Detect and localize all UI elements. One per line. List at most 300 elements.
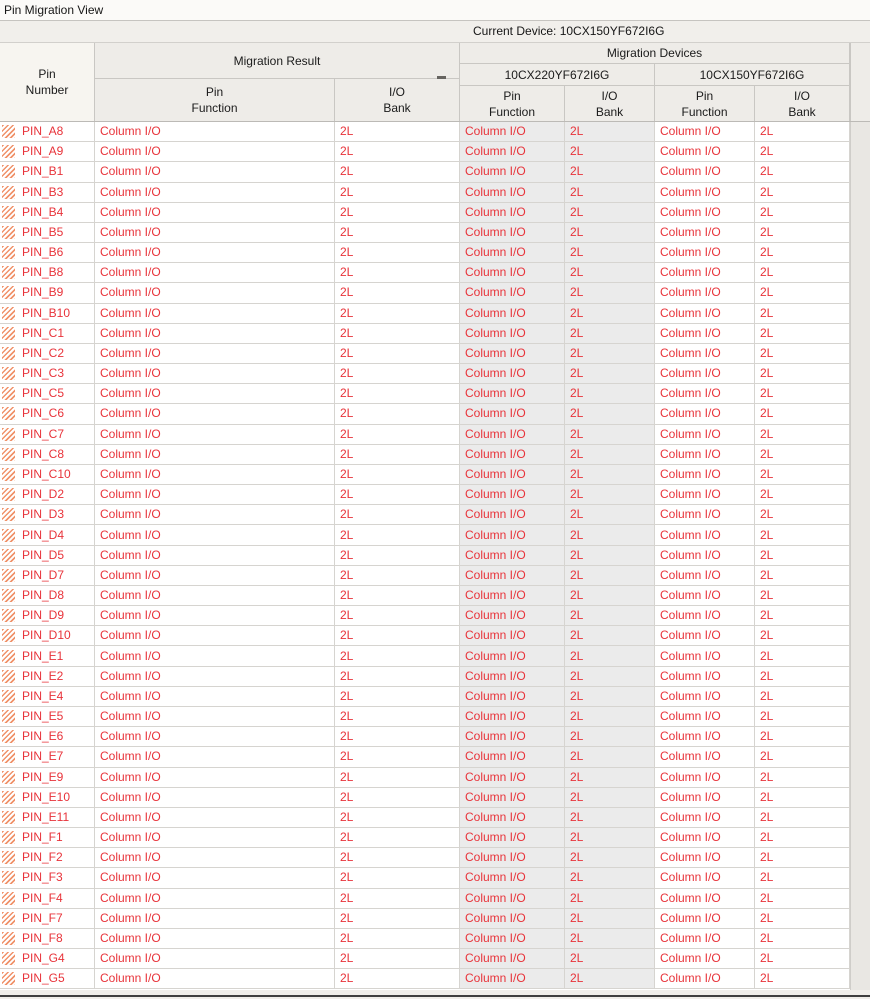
result-io-bank-cell[interactable]: 2L <box>335 465 460 485</box>
device150-pin-function-cell[interactable]: Column I/O <box>655 848 755 868</box>
device220-pin-function-cell[interactable]: Column I/O <box>460 223 565 243</box>
result-io-bank-cell[interactable]: 2L <box>335 626 460 646</box>
result-io-bank-cell[interactable]: 2L <box>335 445 460 465</box>
result-pin-function-cell[interactable]: Column I/O <box>95 626 335 646</box>
device220-io-bank-cell[interactable]: 2L <box>565 364 655 384</box>
result-pin-function-cell[interactable]: Column I/O <box>95 566 335 586</box>
result-pin-function-cell[interactable]: Column I/O <box>95 606 335 626</box>
device150-io-bank-cell[interactable]: 2L <box>755 747 850 767</box>
table-row[interactable] <box>0 162 850 182</box>
pin-number-cell[interactable] <box>0 283 95 303</box>
result-pin-function-cell[interactable]: Column I/O <box>95 828 335 848</box>
device220-io-bank-cell[interactable]: 2L <box>565 747 655 767</box>
header-220-pin-function[interactable]: Pin Function <box>460 86 565 121</box>
pin-number-cell[interactable] <box>0 646 95 666</box>
result-pin-function-cell[interactable]: Column I/O <box>95 243 335 263</box>
device220-pin-function-cell[interactable]: Column I/O <box>460 525 565 545</box>
device220-io-bank-cell[interactable]: 2L <box>565 283 655 303</box>
device220-pin-function-cell[interactable]: Column I/O <box>460 929 565 949</box>
table-row[interactable] <box>0 949 850 969</box>
table-row[interactable] <box>0 324 850 344</box>
device150-pin-function-cell[interactable]: Column I/O <box>655 404 755 424</box>
result-io-bank-cell[interactable]: 2L <box>335 384 460 404</box>
device220-pin-function-cell[interactable]: Column I/O <box>460 889 565 909</box>
device220-io-bank-cell[interactable]: 2L <box>565 969 655 989</box>
pin-number-cell[interactable] <box>0 626 95 646</box>
device220-io-bank-cell[interactable]: 2L <box>565 142 655 162</box>
device220-io-bank-cell[interactable]: 2L <box>565 546 655 566</box>
result-pin-function-cell[interactable]: Column I/O <box>95 324 335 344</box>
header-device-10cx220[interactable]: 10CX220YF672I6G <box>460 64 655 86</box>
device150-io-bank-cell[interactable]: 2L <box>755 243 850 263</box>
header-220-io-bank[interactable]: I/O Bank <box>565 86 655 121</box>
device150-io-bank-cell[interactable]: 2L <box>755 283 850 303</box>
device220-io-bank-cell[interactable]: 2L <box>565 909 655 929</box>
device220-io-bank-cell[interactable]: 2L <box>565 162 655 182</box>
device220-io-bank-cell[interactable]: 2L <box>565 344 655 364</box>
result-pin-function-cell[interactable]: Column I/O <box>95 465 335 485</box>
table-row[interactable] <box>0 283 850 303</box>
table-row[interactable] <box>0 122 850 142</box>
device220-pin-function-cell[interactable]: Column I/O <box>460 404 565 424</box>
result-pin-function-cell[interactable]: Column I/O <box>95 747 335 767</box>
device150-pin-function-cell[interactable]: Column I/O <box>655 889 755 909</box>
table-row[interactable] <box>0 364 850 384</box>
device150-pin-function-cell[interactable]: Column I/O <box>655 445 755 465</box>
device150-io-bank-cell[interactable]: 2L <box>755 586 850 606</box>
result-io-bank-cell[interactable]: 2L <box>335 223 460 243</box>
pin-number-cell[interactable] <box>0 404 95 424</box>
device150-io-bank-cell[interactable]: 2L <box>755 122 850 142</box>
pin-number-cell[interactable] <box>0 243 95 263</box>
device220-io-bank-cell[interactable]: 2L <box>565 324 655 344</box>
result-pin-function-cell[interactable]: Column I/O <box>95 889 335 909</box>
pin-number-cell[interactable] <box>0 324 95 344</box>
pin-number-cell[interactable] <box>0 808 95 828</box>
result-pin-function-cell[interactable]: Column I/O <box>95 344 335 364</box>
device150-pin-function-cell[interactable]: Column I/O <box>655 868 755 888</box>
device150-io-bank-cell[interactable]: 2L <box>755 788 850 808</box>
result-pin-function-cell[interactable]: Column I/O <box>95 848 335 868</box>
result-pin-function-cell[interactable]: Column I/O <box>95 142 335 162</box>
device220-pin-function-cell[interactable]: Column I/O <box>460 142 565 162</box>
device150-pin-function-cell[interactable]: Column I/O <box>655 243 755 263</box>
result-io-bank-cell[interactable]: 2L <box>335 808 460 828</box>
device150-pin-function-cell[interactable]: Column I/O <box>655 788 755 808</box>
table-row[interactable] <box>0 768 850 788</box>
device150-io-bank-cell[interactable]: 2L <box>755 909 850 929</box>
device150-pin-function-cell[interactable]: Column I/O <box>655 768 755 788</box>
table-row[interactable] <box>0 828 850 848</box>
pin-number-cell[interactable] <box>0 445 95 465</box>
result-pin-function-cell[interactable]: Column I/O <box>95 808 335 828</box>
result-io-bank-cell[interactable]: 2L <box>335 283 460 303</box>
device150-io-bank-cell[interactable]: 2L <box>755 727 850 747</box>
result-pin-function-cell[interactable]: Column I/O <box>95 768 335 788</box>
pin-number-cell[interactable] <box>0 304 95 324</box>
table-row[interactable] <box>0 263 850 283</box>
device150-io-bank-cell[interactable]: 2L <box>755 505 850 525</box>
device150-io-bank-cell[interactable]: 2L <box>755 304 850 324</box>
pin-number-cell[interactable] <box>0 546 95 566</box>
device220-io-bank-cell[interactable]: 2L <box>565 687 655 707</box>
device220-io-bank-cell[interactable]: 2L <box>565 525 655 545</box>
device150-pin-function-cell[interactable]: Column I/O <box>655 525 755 545</box>
device220-pin-function-cell[interactable]: Column I/O <box>460 122 565 142</box>
device150-io-bank-cell[interactable]: 2L <box>755 828 850 848</box>
pin-number-cell[interactable] <box>0 162 95 182</box>
device220-io-bank-cell[interactable]: 2L <box>565 929 655 949</box>
device150-pin-function-cell[interactable]: Column I/O <box>655 223 755 243</box>
result-io-bank-cell[interactable]: 2L <box>335 162 460 182</box>
device150-io-bank-cell[interactable]: 2L <box>755 667 850 687</box>
device150-pin-function-cell[interactable]: Column I/O <box>655 505 755 525</box>
device220-io-bank-cell[interactable]: 2L <box>565 868 655 888</box>
device220-pin-function-cell[interactable]: Column I/O <box>460 969 565 989</box>
result-io-bank-cell[interactable]: 2L <box>335 848 460 868</box>
result-pin-function-cell[interactable]: Column I/O <box>95 667 335 687</box>
table-row[interactable] <box>0 969 850 989</box>
device150-io-bank-cell[interactable]: 2L <box>755 626 850 646</box>
result-io-bank-cell[interactable]: 2L <box>335 304 460 324</box>
device150-pin-function-cell[interactable]: Column I/O <box>655 969 755 989</box>
result-pin-function-cell[interactable]: Column I/O <box>95 485 335 505</box>
device220-pin-function-cell[interactable]: Column I/O <box>460 949 565 969</box>
device220-io-bank-cell[interactable]: 2L <box>565 707 655 727</box>
pin-number-cell[interactable] <box>0 263 95 283</box>
pin-number-cell[interactable] <box>0 606 95 626</box>
device220-io-bank-cell[interactable]: 2L <box>565 586 655 606</box>
pin-number-cell[interactable] <box>0 344 95 364</box>
result-pin-function-cell[interactable]: Column I/O <box>95 304 335 324</box>
result-pin-function-cell[interactable]: Column I/O <box>95 586 335 606</box>
result-io-bank-cell[interactable]: 2L <box>335 586 460 606</box>
device220-pin-function-cell[interactable]: Column I/O <box>460 162 565 182</box>
device220-io-bank-cell[interactable]: 2L <box>565 505 655 525</box>
device220-pin-function-cell[interactable]: Column I/O <box>460 425 565 445</box>
result-pin-function-cell[interactable]: Column I/O <box>95 909 335 929</box>
device220-io-bank-cell[interactable]: 2L <box>565 465 655 485</box>
table-row[interactable] <box>0 747 850 767</box>
result-pin-function-cell[interactable]: Column I/O <box>95 183 335 203</box>
table-row[interactable] <box>0 687 850 707</box>
table-row[interactable] <box>0 868 850 888</box>
device220-pin-function-cell[interactable]: Column I/O <box>460 546 565 566</box>
header-migration-result[interactable] <box>95 43 460 79</box>
device220-pin-function-cell[interactable]: Column I/O <box>460 586 565 606</box>
device150-io-bank-cell[interactable]: 2L <box>755 929 850 949</box>
device220-pin-function-cell[interactable]: Column I/O <box>460 848 565 868</box>
result-pin-function-cell[interactable]: Column I/O <box>95 707 335 727</box>
device220-pin-function-cell[interactable]: Column I/O <box>460 485 565 505</box>
table-row[interactable] <box>0 384 850 404</box>
device150-pin-function-cell[interactable]: Column I/O <box>655 263 755 283</box>
result-io-bank-cell[interactable]: 2L <box>335 566 460 586</box>
device150-pin-function-cell[interactable]: Column I/O <box>655 485 755 505</box>
result-io-bank-cell[interactable]: 2L <box>335 425 460 445</box>
device220-io-bank-cell[interactable]: 2L <box>565 848 655 868</box>
device220-pin-function-cell[interactable]: Column I/O <box>460 909 565 929</box>
device150-pin-function-cell[interactable]: Column I/O <box>655 626 755 646</box>
device220-io-bank-cell[interactable]: 2L <box>565 203 655 223</box>
device150-io-bank-cell[interactable]: 2L <box>755 223 850 243</box>
device220-pin-function-cell[interactable]: Column I/O <box>460 646 565 666</box>
device150-io-bank-cell[interactable]: 2L <box>755 889 850 909</box>
device220-io-bank-cell[interactable]: 2L <box>565 263 655 283</box>
device150-io-bank-cell[interactable]: 2L <box>755 687 850 707</box>
pin-number-cell[interactable] <box>0 909 95 929</box>
pin-number-cell[interactable] <box>0 868 95 888</box>
table-row[interactable] <box>0 727 850 747</box>
result-pin-function-cell[interactable]: Column I/O <box>95 969 335 989</box>
device220-io-bank-cell[interactable]: 2L <box>565 626 655 646</box>
device220-io-bank-cell[interactable]: 2L <box>565 788 655 808</box>
table-row[interactable] <box>0 445 850 465</box>
table-row[interactable] <box>0 586 850 606</box>
result-pin-function-cell[interactable]: Column I/O <box>95 203 335 223</box>
table-row[interactable] <box>0 626 850 646</box>
device150-io-bank-cell[interactable]: 2L <box>755 848 850 868</box>
device220-io-bank-cell[interactable]: 2L <box>565 384 655 404</box>
device220-io-bank-cell[interactable]: 2L <box>565 243 655 263</box>
result-pin-function-cell[interactable]: Column I/O <box>95 263 335 283</box>
device150-pin-function-cell[interactable]: Column I/O <box>655 364 755 384</box>
device220-pin-function-cell[interactable]: Column I/O <box>460 203 565 223</box>
device220-io-bank-cell[interactable]: 2L <box>565 566 655 586</box>
device150-pin-function-cell[interactable]: Column I/O <box>655 183 755 203</box>
device150-pin-function-cell[interactable]: Column I/O <box>655 162 755 182</box>
device150-io-bank-cell[interactable]: 2L <box>755 142 850 162</box>
device150-io-bank-cell[interactable]: 2L <box>755 485 850 505</box>
result-io-bank-cell[interactable]: 2L <box>335 525 460 545</box>
result-pin-function-cell[interactable]: Column I/O <box>95 727 335 747</box>
device150-pin-function-cell[interactable]: Column I/O <box>655 324 755 344</box>
result-io-bank-cell[interactable]: 2L <box>335 747 460 767</box>
device150-pin-function-cell[interactable]: Column I/O <box>655 122 755 142</box>
device220-io-bank-cell[interactable]: 2L <box>565 183 655 203</box>
table-row[interactable] <box>0 223 850 243</box>
device150-io-bank-cell[interactable]: 2L <box>755 646 850 666</box>
result-io-bank-cell[interactable]: 2L <box>335 243 460 263</box>
device150-pin-function-cell[interactable]: Column I/O <box>655 586 755 606</box>
header-result-io-bank[interactable]: I/O Bank <box>335 79 460 121</box>
pin-number-cell[interactable] <box>0 707 95 727</box>
device150-io-bank-cell[interactable]: 2L <box>755 566 850 586</box>
table-row[interactable] <box>0 243 850 263</box>
device150-pin-function-cell[interactable]: Column I/O <box>655 828 755 848</box>
device150-io-bank-cell[interactable]: 2L <box>755 525 850 545</box>
table-row[interactable] <box>0 929 850 949</box>
result-io-bank-cell[interactable]: 2L <box>335 727 460 747</box>
result-pin-function-cell[interactable]: Column I/O <box>95 445 335 465</box>
header-result-pin-function[interactable]: Pin Function <box>95 79 335 121</box>
table-row[interactable] <box>0 142 850 162</box>
device220-pin-function-cell[interactable]: Column I/O <box>460 687 565 707</box>
device220-pin-function-cell[interactable]: Column I/O <box>460 606 565 626</box>
pin-number-cell[interactable] <box>0 485 95 505</box>
device220-pin-function-cell[interactable]: Column I/O <box>460 808 565 828</box>
result-io-bank-cell[interactable]: 2L <box>335 606 460 626</box>
result-io-bank-cell[interactable]: 2L <box>335 404 460 424</box>
device150-pin-function-cell[interactable]: Column I/O <box>655 949 755 969</box>
device150-io-bank-cell[interactable]: 2L <box>755 263 850 283</box>
pin-number-cell[interactable] <box>0 203 95 223</box>
device220-pin-function-cell[interactable]: Column I/O <box>460 566 565 586</box>
device150-pin-function-cell[interactable]: Column I/O <box>655 606 755 626</box>
table-row[interactable] <box>0 808 850 828</box>
table-row[interactable] <box>0 848 850 868</box>
pin-number-cell[interactable] <box>0 788 95 808</box>
device220-pin-function-cell[interactable]: Column I/O <box>460 364 565 384</box>
result-io-bank-cell[interactable]: 2L <box>335 949 460 969</box>
device220-pin-function-cell[interactable]: Column I/O <box>460 384 565 404</box>
device150-pin-function-cell[interactable]: Column I/O <box>655 142 755 162</box>
device220-pin-function-cell[interactable]: Column I/O <box>460 727 565 747</box>
pin-number-cell[interactable] <box>0 828 95 848</box>
pin-number-cell[interactable] <box>0 364 95 384</box>
device150-io-bank-cell[interactable]: 2L <box>755 384 850 404</box>
device220-pin-function-cell[interactable]: Column I/O <box>460 283 565 303</box>
device150-io-bank-cell[interactable]: 2L <box>755 768 850 788</box>
result-io-bank-cell[interactable]: 2L <box>335 889 460 909</box>
header-150-io-bank[interactable]: I/O Bank <box>755 86 850 121</box>
result-io-bank-cell[interactable]: 2L <box>335 687 460 707</box>
result-io-bank-cell[interactable]: 2L <box>335 142 460 162</box>
device220-pin-function-cell[interactable]: Column I/O <box>460 667 565 687</box>
device150-pin-function-cell[interactable]: Column I/O <box>655 707 755 727</box>
result-pin-function-cell[interactable]: Column I/O <box>95 223 335 243</box>
pin-number-cell[interactable] <box>0 667 95 687</box>
device220-io-bank-cell[interactable]: 2L <box>565 122 655 142</box>
device150-io-bank-cell[interactable]: 2L <box>755 808 850 828</box>
pin-number-cell[interactable] <box>0 566 95 586</box>
device150-pin-function-cell[interactable]: Column I/O <box>655 304 755 324</box>
device150-io-bank-cell[interactable]: 2L <box>755 445 850 465</box>
pin-number-cell[interactable] <box>0 525 95 545</box>
result-io-bank-cell[interactable]: 2L <box>335 546 460 566</box>
table-row[interactable] <box>0 525 850 545</box>
header-migration-devices[interactable] <box>460 43 850 64</box>
device220-io-bank-cell[interactable]: 2L <box>565 949 655 969</box>
result-io-bank-cell[interactable]: 2L <box>335 929 460 949</box>
table-row[interactable] <box>0 667 850 687</box>
device150-pin-function-cell[interactable]: Column I/O <box>655 465 755 485</box>
device220-pin-function-cell[interactable]: Column I/O <box>460 747 565 767</box>
device220-io-bank-cell[interactable]: 2L <box>565 808 655 828</box>
pin-number-cell[interactable] <box>0 465 95 485</box>
result-pin-function-cell[interactable]: Column I/O <box>95 687 335 707</box>
table-row[interactable] <box>0 566 850 586</box>
result-io-bank-cell[interactable]: 2L <box>335 203 460 223</box>
device220-pin-function-cell[interactable]: Column I/O <box>460 465 565 485</box>
device220-io-bank-cell[interactable]: 2L <box>565 425 655 445</box>
result-pin-function-cell[interactable]: Column I/O <box>95 122 335 142</box>
pin-number-cell[interactable] <box>0 384 95 404</box>
device220-io-bank-cell[interactable]: 2L <box>565 889 655 909</box>
device150-pin-function-cell[interactable]: Column I/O <box>655 747 755 767</box>
pin-number-cell[interactable] <box>0 142 95 162</box>
device220-pin-function-cell[interactable]: Column I/O <box>460 828 565 848</box>
pin-number-cell[interactable] <box>0 848 95 868</box>
device220-pin-function-cell[interactable]: Column I/O <box>460 304 565 324</box>
result-io-bank-cell[interactable]: 2L <box>335 324 460 344</box>
result-io-bank-cell[interactable]: 2L <box>335 263 460 283</box>
table-row[interactable] <box>0 505 850 525</box>
device220-pin-function-cell[interactable]: Column I/O <box>460 768 565 788</box>
device220-io-bank-cell[interactable]: 2L <box>565 485 655 505</box>
device220-pin-function-cell[interactable]: Column I/O <box>460 505 565 525</box>
device220-pin-function-cell[interactable]: Column I/O <box>460 626 565 646</box>
device150-io-bank-cell[interactable]: 2L <box>755 364 850 384</box>
pin-number-cell[interactable] <box>0 929 95 949</box>
device150-pin-function-cell[interactable]: Column I/O <box>655 546 755 566</box>
device150-io-bank-cell[interactable]: 2L <box>755 404 850 424</box>
table-row[interactable] <box>0 404 850 424</box>
result-pin-function-cell[interactable]: Column I/O <box>95 949 335 969</box>
device220-pin-function-cell[interactable]: Column I/O <box>460 243 565 263</box>
result-pin-function-cell[interactable]: Column I/O <box>95 646 335 666</box>
table-row[interactable] <box>0 425 850 445</box>
device220-pin-function-cell[interactable]: Column I/O <box>460 263 565 283</box>
device150-pin-function-cell[interactable]: Column I/O <box>655 646 755 666</box>
device220-io-bank-cell[interactable]: 2L <box>565 404 655 424</box>
result-pin-function-cell[interactable]: Column I/O <box>95 162 335 182</box>
device150-pin-function-cell[interactable]: Column I/O <box>655 909 755 929</box>
device220-pin-function-cell[interactable]: Column I/O <box>460 324 565 344</box>
device150-pin-function-cell[interactable]: Column I/O <box>655 687 755 707</box>
result-pin-function-cell[interactable]: Column I/O <box>95 546 335 566</box>
result-io-bank-cell[interactable]: 2L <box>335 909 460 929</box>
result-pin-function-cell[interactable]: Column I/O <box>95 283 335 303</box>
device150-pin-function-cell[interactable]: Column I/O <box>655 808 755 828</box>
device220-pin-function-cell[interactable]: Column I/O <box>460 868 565 888</box>
table-row[interactable] <box>0 606 850 626</box>
pin-number-cell[interactable] <box>0 505 95 525</box>
device150-io-bank-cell[interactable]: 2L <box>755 606 850 626</box>
pin-number-cell[interactable] <box>0 586 95 606</box>
result-io-bank-cell[interactable]: 2L <box>335 183 460 203</box>
device150-pin-function-cell[interactable]: Column I/O <box>655 425 755 445</box>
table-row[interactable] <box>0 909 850 929</box>
device150-io-bank-cell[interactable]: 2L <box>755 707 850 727</box>
device150-io-bank-cell[interactable]: 2L <box>755 203 850 223</box>
result-pin-function-cell[interactable]: Column I/O <box>95 929 335 949</box>
device150-io-bank-cell[interactable]: 2L <box>755 183 850 203</box>
result-io-bank-cell[interactable]: 2L <box>335 505 460 525</box>
table-row[interactable] <box>0 344 850 364</box>
result-io-bank-cell[interactable]: 2L <box>335 707 460 727</box>
device220-pin-function-cell[interactable]: Column I/O <box>460 445 565 465</box>
table-row[interactable] <box>0 203 850 223</box>
device220-pin-function-cell[interactable]: Column I/O <box>460 183 565 203</box>
device220-pin-function-cell[interactable]: Column I/O <box>460 344 565 364</box>
device150-io-bank-cell[interactable]: 2L <box>755 868 850 888</box>
result-io-bank-cell[interactable]: 2L <box>335 969 460 989</box>
result-pin-function-cell[interactable]: Column I/O <box>95 788 335 808</box>
device220-pin-function-cell[interactable]: Column I/O <box>460 788 565 808</box>
result-io-bank-cell[interactable]: 2L <box>335 788 460 808</box>
pin-number-cell[interactable] <box>0 969 95 989</box>
result-io-bank-cell[interactable]: 2L <box>335 667 460 687</box>
pin-number-cell[interactable] <box>0 183 95 203</box>
device150-io-bank-cell[interactable]: 2L <box>755 324 850 344</box>
device220-io-bank-cell[interactable]: 2L <box>565 768 655 788</box>
table-row[interactable] <box>0 304 850 324</box>
result-io-bank-cell[interactable]: 2L <box>335 344 460 364</box>
pin-number-cell[interactable] <box>0 727 95 747</box>
pin-number-cell[interactable] <box>0 889 95 909</box>
device150-pin-function-cell[interactable]: Column I/O <box>655 667 755 687</box>
